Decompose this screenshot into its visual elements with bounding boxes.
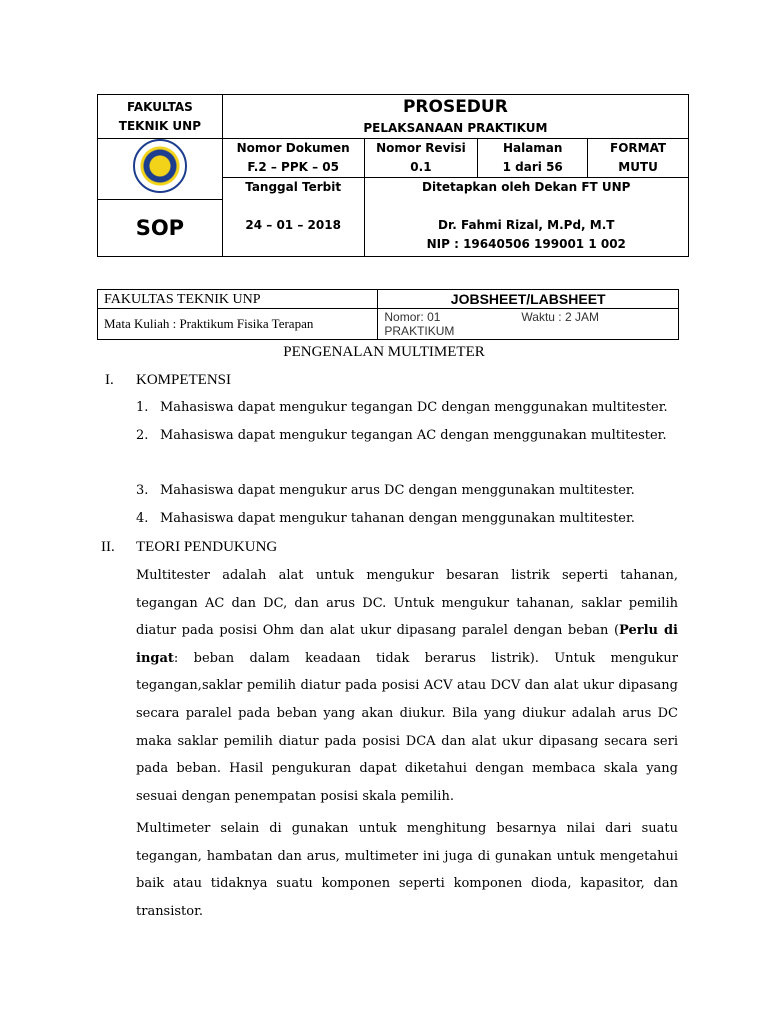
doc-number-cell [222, 139, 364, 178]
issue-date-label: Tanggal Terbit [245, 180, 342, 194]
revision-cell [364, 139, 478, 178]
jobsheet-info-cell [378, 309, 679, 340]
section-heading-kompetensi: KOMPETENSI [136, 372, 232, 388]
jobsheet-title: JOBSHEET/LABSHEET [378, 290, 679, 309]
dean-nip: NIP : 19640506 199001 1 002 [426, 237, 626, 251]
section-heading-teori: TEORI PENDUKUNG [136, 539, 278, 555]
revision-value: 0.1 [410, 160, 432, 174]
dean-name: Dr. Fahmi Rizal, M.Pd, M.T [438, 218, 615, 232]
page-label: Halaman [502, 141, 563, 155]
approved-by: Ditetapkan oleh Dekan FT UNP [422, 180, 631, 194]
sop-header-table [97, 94, 689, 257]
list-item [136, 505, 678, 533]
format-line2: MUTU [618, 160, 658, 174]
procedure-title-cell [222, 95, 688, 139]
list-number: 4. [136, 511, 149, 526]
document-title: PENGENALAN MULTIMETER [283, 344, 485, 360]
procedure-title: PROSEDUR [402, 97, 508, 117]
format-cell [588, 139, 689, 178]
faculty-line1: FAKULTAS [127, 99, 193, 114]
jobsheet-time: Waktu : 2 JAM [521, 310, 599, 324]
paragraph-teori-2: Multimeter selain di gunakan untuk menghitung besarnya nilai dari suatu tegangan, hambatan dan arus, multimeter ini juga di gunakan untuk mengetahui baik atau tidaknya suatu komponen seperti komponen dioda, kapasitor, dan transistor. [136, 821, 678, 919]
format-line1: FORMAT [610, 141, 667, 155]
logo-cell [98, 139, 223, 200]
list-item [136, 477, 678, 505]
page-cell [478, 139, 588, 178]
list-item [136, 394, 678, 422]
section-numeral-1: I. [105, 372, 114, 388]
issue-date-value: 24 – 01 – 2018 [245, 218, 341, 232]
list-item [136, 422, 678, 478]
section-numeral-2: II. [101, 539, 115, 555]
jobsheet-faculty: FAKULTAS TEKNIK UNP [98, 290, 378, 309]
paragraph-text: Multitester adalah alat untuk mengukur besaran listrik seperti tahanan, tegangan AC dan DC, dan arus DC. Untuk mengukur tahanan, saklar pemilih diatur pada posisi Ohm dan alat ukur dipasang paralel dengan beban ( [136, 568, 678, 639]
list-text: Mahasiswa dapat mengukur tegangan AC dengan menggunakan multitester. [160, 428, 667, 443]
list-text: Mahasiswa dapat mengukur arus DC dengan menggunakan multitester. [160, 483, 635, 498]
jobsheet-number: Nomor: 01 [384, 310, 441, 324]
sop-label: SOP [98, 200, 223, 257]
list-text: Mahasiswa dapat mengukur tahanan dengan menggunakan multitester. [160, 511, 635, 526]
revision-label: Nomor Revisi [376, 141, 466, 155]
unp-emblem-icon [133, 139, 187, 193]
doc-number-label: Nomor Dokumen [236, 141, 350, 155]
jobsheet-type: PRAKTIKUM [384, 324, 455, 338]
list-number: 3. [136, 483, 149, 498]
issue-date-cell [222, 178, 364, 257]
emphasis-text: Perlu di ingat [136, 623, 678, 666]
faculty-line2: TEKNIK UNP [118, 118, 202, 133]
paragraph-text: : beban dalam keadaan tidak berarus listrik). Untuk mengukur tegangan,saklar pemilih diatur pada posisi ACV atau DCV dan alat ukur dipasang secara paralel pada beban yang akan diukur. Bila yang diukur adalah arus DC maka saklar pemilih diatur pada posisi DCA dan alat ukur dipasang secara seri pada beban. Hasil pengukuran dapat diketahui dengan membaca skala yang sesuai dengan penempatan posisi skala pemilih. [136, 650, 678, 804]
faculty-cell [98, 95, 223, 139]
course-name: Mata Kuliah : Praktikum Fisika Terapan [98, 309, 378, 340]
page-value: 1 dari 56 [502, 160, 563, 174]
paragraph-teori-1 [136, 562, 678, 810]
list-number: 2. [136, 428, 149, 443]
doc-number-value: F.2 – PPK – 05 [247, 160, 339, 174]
approval-cell [364, 178, 688, 257]
jobsheet-table [97, 289, 679, 340]
list-text: Mahasiswa dapat mengukur tegangan DC dengan menggunakan multitester. [160, 400, 668, 415]
procedure-subtitle: PELAKSANAAN PRAKTIKUM [363, 121, 548, 135]
list-number: 1. [136, 400, 149, 415]
